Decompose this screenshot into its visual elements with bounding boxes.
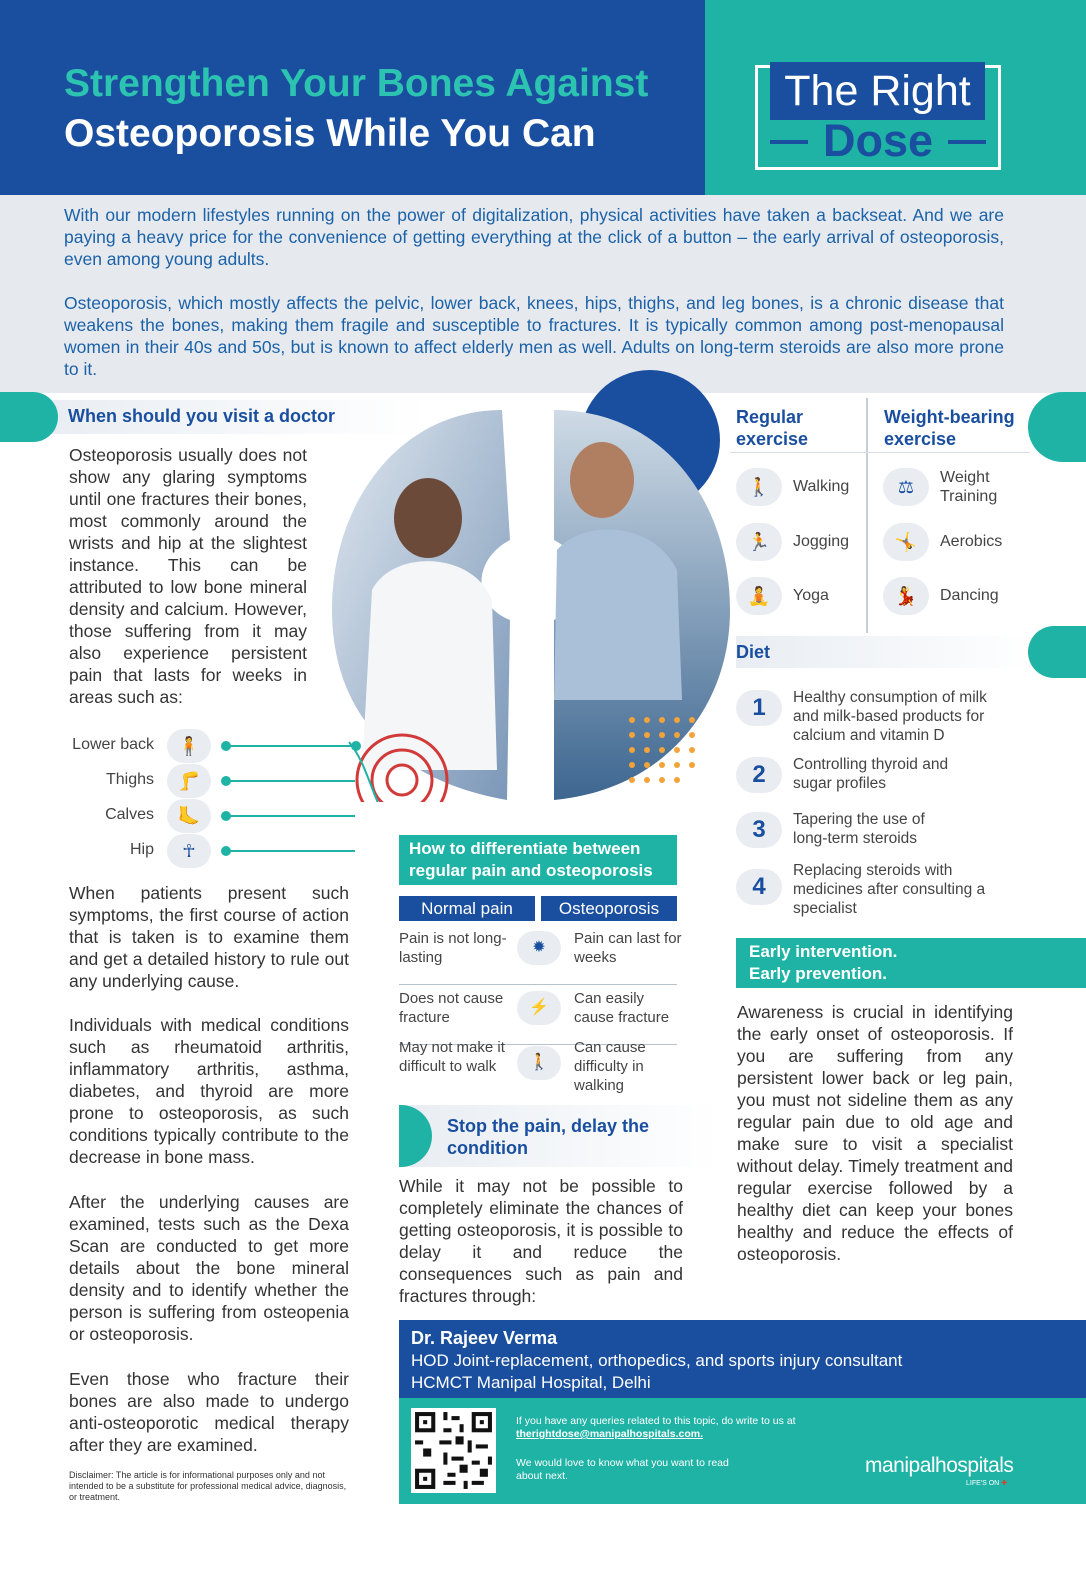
contact-email-link[interactable]: therightdose@manipalhospitals.com. xyxy=(516,1428,704,1440)
diet-number: 2 xyxy=(736,757,782,793)
yoga-icon: 🧘 xyxy=(736,577,782,615)
normal-pain-cell: May not make it difficult to walk xyxy=(399,1039,505,1075)
diet-heading: Diet xyxy=(736,642,771,662)
osteoporosis-cell: Can cause difficulty in walking xyxy=(574,1039,646,1094)
pain-area-label: Lower back xyxy=(72,736,154,753)
manipal-logo: manipalhospitals xyxy=(865,1454,1014,1477)
regular-exercise-heading: Regular exercise xyxy=(736,407,809,449)
diet-text: Controlling thyroid and sugar profiles xyxy=(793,756,949,792)
plus-icon: ✚ xyxy=(1001,1480,1008,1487)
diet-item xyxy=(736,861,1016,917)
logo-dash-left xyxy=(770,140,808,144)
visit-doctor-heading: When should you visit a doctor xyxy=(68,406,336,426)
row-divider xyxy=(399,984,677,985)
visit-paragraph-4: After the underlying causes are examined, tests such as the Dexa Scan are conducted to get more details about the bone mineral density and to identify whether the person is suffering from osteopenia or osteoporosis. xyxy=(69,1192,349,1344)
page-title-line1: Strengthen Your Bones Against xyxy=(64,62,649,105)
logo-text-bottom xyxy=(772,115,984,166)
normal-pain-cell: Pain is not long-lasting xyxy=(399,930,507,966)
lower-back-icon: 🧍 xyxy=(167,729,211,763)
visit-paragraph-5: Even those who fracture their bones are also made to undergo anti-osteoporotic medical therapy after they are examined. xyxy=(69,1369,349,1455)
weight-bearing-heading: Weight-bearing exercise xyxy=(884,407,1015,449)
brand-tagline xyxy=(966,1479,1007,1487)
diet-text: Replacing steroids with medicines after consulting a specialist xyxy=(793,862,986,917)
early-heading-line2: Early prevention. xyxy=(749,964,887,983)
disclaimer: Disclaimer: The article is for informational purposes only and not intended to be a substitute for professional medical advice, diagnosis, or treatment. xyxy=(69,1470,347,1502)
exercise-jogging xyxy=(736,523,876,563)
pain-burst-icon: ✹ xyxy=(517,931,561,965)
logo-dose-word: Dose xyxy=(822,115,934,166)
differentiate-heading: How to differentiate between regular pain and osteoporosis xyxy=(399,835,677,885)
intro-paragraph-2: Osteoporosis, which mostly affects the pelvic, lower back, knees, hips, thighs, and leg bones, is a chronic disease that weakens the bones, making them fragile and susceptible to fractures. It is typically common among post-menopausal women in their 40s and 50s, but is known to affect elderly men as well. Adults on long-term steroids are also more prone to it. xyxy=(64,293,1004,379)
pain-area-calves xyxy=(60,799,360,833)
exercise-label: Jogging xyxy=(793,533,850,550)
early-intervention-paragraph: Awareness is crucial in identifying the early onset of osteoporosis. If you are suffering from any persistent lower back or leg pain, you must not sideline them as any regular pain due to old age and make sure to visit a specialist without delay. Timely treatment and regular exercise followed by a healthy diet can keep your bones healthy and reduce the effects of osteoporosis. xyxy=(737,1002,1013,1264)
hip-icon: ☥ xyxy=(167,834,211,868)
intro-paragraph-1: With our modern lifestyles running on the power of digitalization, physical activities have taken a backseat. And we are paying a heavy price for the convenience of getting everything at the click of a button – the early arrival of osteoporosis, even among young adults. xyxy=(64,205,1004,269)
visit-paragraph-1: Osteoporosis usually does not show any glaring symptoms until one fractures their bones, most commonly around the wrists and hip at the slightest instance. This can be attributed to low bone mineral density and calcium. However, those suffering from it may also experience persistent pain that lasts for weeks in areas such as: xyxy=(69,445,307,707)
diet-number: 1 xyxy=(736,690,782,726)
exercise-aerobics xyxy=(883,523,1023,563)
connector-line xyxy=(225,850,355,852)
page-title-line2: Osteoporosis While You Can xyxy=(64,112,596,155)
qr-code[interactable] xyxy=(411,1408,496,1493)
exercise-label: Dancing xyxy=(940,587,999,604)
contact-next-text: We would love to know what you want to read about next. xyxy=(516,1457,729,1482)
diet-number: 3 xyxy=(736,812,782,848)
visit-paragraph-3: Individuals with medical conditions such as rheumatoid arthritis, inflammatory arthritis, asthma, diabetes, and thyroid are more prone to osteoporosis, as such conditions typically contribute to the decrease in bone mass. xyxy=(69,1015,349,1167)
exercise-walking xyxy=(736,468,876,508)
diet-accent-tab xyxy=(1028,626,1086,678)
osteoporosis-cell: Can easily cause fracture xyxy=(574,990,670,1026)
comparison-row xyxy=(399,1038,677,1096)
diet-item xyxy=(736,755,1016,805)
exercise-dancing xyxy=(883,577,1023,617)
exercise-accent-tab xyxy=(1028,392,1086,462)
thigh-icon: 🦵 xyxy=(167,764,211,798)
stop-pain-heading: Stop the pain, delay the condition xyxy=(447,1116,650,1158)
exercise-label: Aerobics xyxy=(940,533,1003,550)
diet-text: Tapering the use of long-term steroids xyxy=(793,811,925,847)
pain-area-label: Thighs xyxy=(105,771,154,788)
contact-query-prefix: If you have any queries related to this topic, do write to us at xyxy=(516,1415,796,1427)
patient-head xyxy=(570,442,634,518)
exercise-label: Weight Training xyxy=(940,469,998,505)
exercise-label: Yoga xyxy=(793,587,829,604)
diet-text: Healthy consumption of milk and milk-based products for calcium and vitamin D xyxy=(793,689,987,744)
diet-item xyxy=(736,688,1016,744)
fracture-icon: ⚡ xyxy=(517,991,561,1025)
diet-item xyxy=(736,810,1016,860)
osteoporosis-cell: Pain can last for weeks xyxy=(574,930,682,966)
early-heading-line1: Early intervention. xyxy=(749,942,898,961)
exercise-header-rule xyxy=(730,452,1030,453)
diet-number: 4 xyxy=(736,869,782,905)
exercise-weight-training xyxy=(883,468,1023,508)
exercise-yoga xyxy=(736,577,876,617)
patient-shirt xyxy=(554,530,682,700)
aerobics-icon: 🤸 xyxy=(883,523,929,561)
pain-area-lower-back xyxy=(60,729,360,763)
contact-query-text xyxy=(516,1415,796,1441)
doctor-name: Dr. Rajeev Verma xyxy=(411,1328,558,1348)
dancing-icon: 💃 xyxy=(883,577,929,615)
logo-dash-right xyxy=(948,140,986,144)
tagline-text: LIFE'S ON xyxy=(966,1480,1000,1487)
visit-paragraph-2: When patients present such symptoms, the first course of action that is taken is to examine them and get a detailed history to rule out any underlying cause. xyxy=(69,883,349,991)
diet-header-band xyxy=(736,636,1036,668)
comparison-row xyxy=(399,929,682,987)
pain-area-label: Calves xyxy=(105,806,154,823)
doctor-title: HOD Joint-replacement, orthopedics, and sports injury consultant xyxy=(411,1351,903,1370)
pain-area-hip xyxy=(60,834,360,868)
stop-pain-paragraph: While it may not be possible to completely eliminate the chances of getting osteoporosis, it is possible to delay it and reduce the consequences such as pain and fractures through: xyxy=(399,1176,683,1306)
pain-area-label: Hip xyxy=(129,841,154,858)
connector-line xyxy=(225,815,355,817)
visit-accent-tab xyxy=(0,392,58,442)
normal-pain-cell: Does not cause fracture xyxy=(399,990,504,1026)
walking-difficulty-icon: 🚶 xyxy=(517,1046,561,1080)
jogging-icon: 🏃 xyxy=(736,523,782,561)
exercise-label: Walking xyxy=(793,478,850,495)
calf-icon: 🦶 xyxy=(167,799,211,833)
qr-code-icon xyxy=(411,1408,496,1493)
dumbbell-icon: ⚖ xyxy=(883,468,929,506)
doctor-hospital: HCMCT Manipal Hospital, Delhi xyxy=(411,1373,651,1392)
contact-band xyxy=(399,1398,1086,1504)
pain-area-thighs xyxy=(60,764,360,798)
logo-text-top: The Right xyxy=(770,62,985,120)
column-header-normal-pain: Normal pain xyxy=(399,896,535,921)
doctor-head xyxy=(394,478,462,558)
doctor-patient-photo xyxy=(332,370,730,802)
walking-icon: 🚶 xyxy=(736,468,782,506)
early-intervention-heading xyxy=(736,938,1086,988)
column-header-osteoporosis: Osteoporosis xyxy=(541,896,677,921)
